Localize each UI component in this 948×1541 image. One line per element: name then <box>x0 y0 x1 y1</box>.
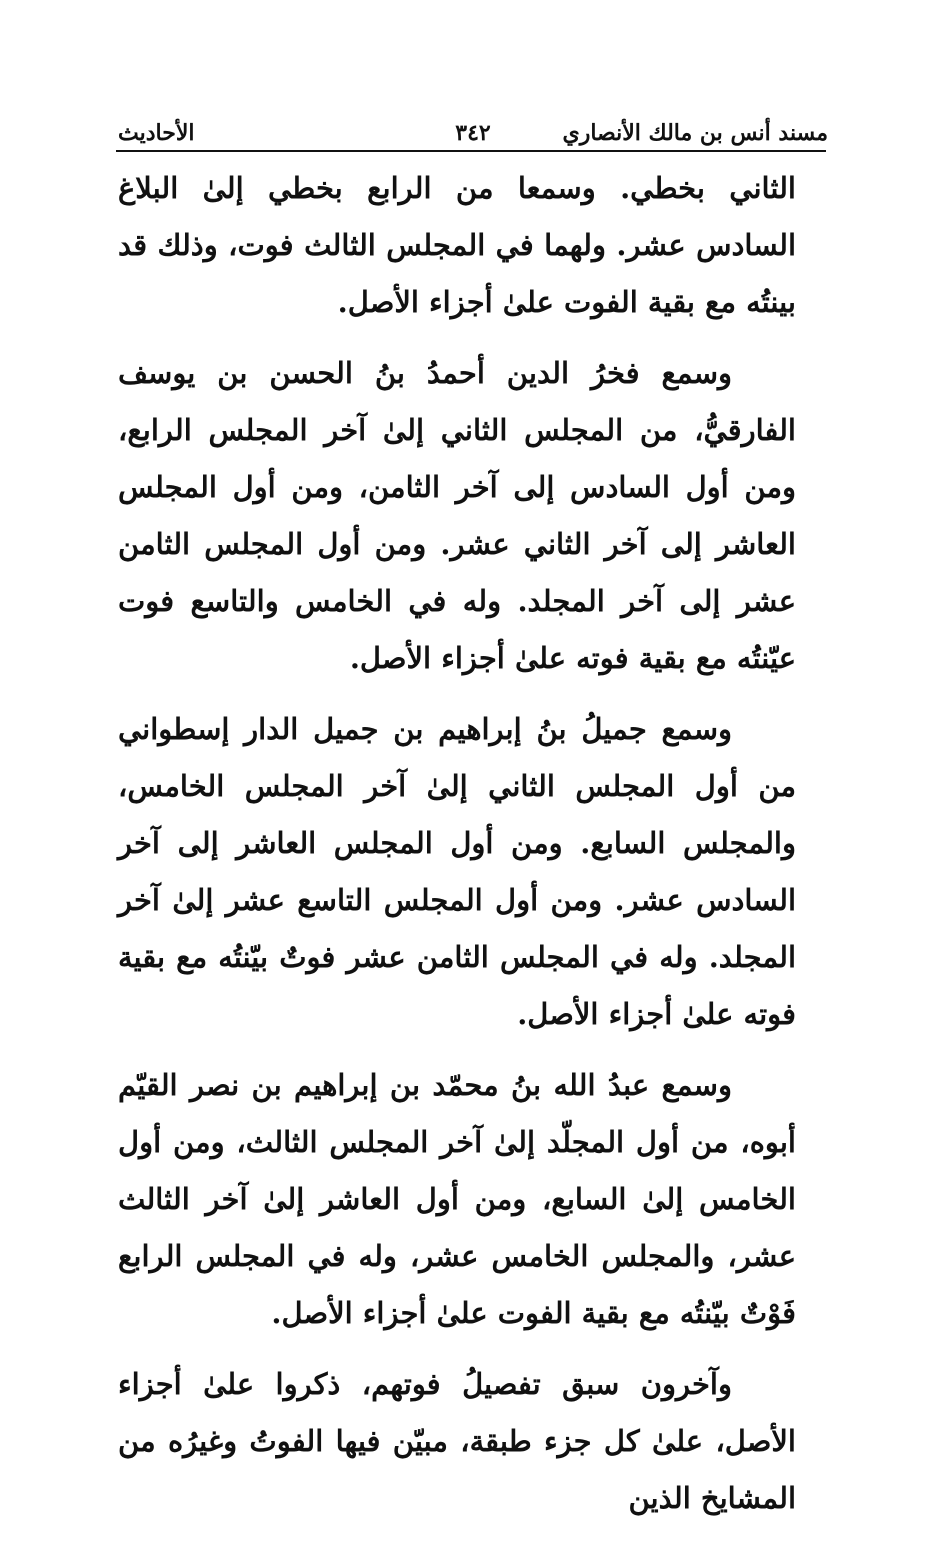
body-text <box>118 160 796 1541</box>
header-divider <box>116 150 826 152</box>
page-number: ٣٤٢ <box>455 120 491 146</box>
paragraph: وآخرون سبق تفصيلُ فوتهم، ذكروا علىٰ أجزاء الأصل، علىٰ كل جزء طبقة، مبيّن فيها الفوتُ وغيرُه من المشايخ الذين <box>118 1367 796 1515</box>
running-header <box>118 112 828 146</box>
paragraph: وسمع جميلُ بنُ إبراهيم بن جميل الدار إسطواني من أول المجلس الثاني إلىٰ آخر المجلس الخامس، والمجلس السابع. ومن أول المجلس العاشر إلى آخر السادس عشر. ومن أول المجلس التاسع عشر إلىٰ آخر المجلد. وله في المجلس الثامن عشر فوتٌ بيّنتُه مع بقية فوته علىٰ أجزاء الأصل. <box>118 712 796 1031</box>
book-title: مسند أنس بن مالك الأنصاري <box>562 120 828 146</box>
paragraph: الثاني بخطي. وسمعا من الرابع بخطي إلىٰ البلاغ السادس عشر. ولهما في المجلس الثالث فوت، وذلك قد بينتُه مع بقية الفوت علىٰ أجزاء الأصل. <box>118 171 796 319</box>
paragraph: وسمع عبدُ الله بنُ محمّد بن إبراهيم بن نصر القيّم أبوه، من أول المجلّد إلىٰ آخر المجلس الثالث، ومن أول الخامس إلىٰ السابع، ومن أول العاشر إلىٰ آخر الثالث عشر، والمجلس الخامس عشر، وله في المجلس الرابع فَوْتٌ بيّنتُه مع بقية الفوت علىٰ أجزاء الأصل. <box>118 1068 796 1330</box>
paragraph: وسمع فخرُ الدين أحمدُ بنُ الحسن بن يوسف الفارقيُّ، من المجلس الثاني إلىٰ آخر المجلس الرابع، ومن أول السادس إلى آخر الثامن، ومن أول المجلس العاشر إلى آخر الثاني عشر. ومن أول المجلس الثامن عشر إلى آخر المجلد. وله في الخامس والتاسع فوت عيّنتُه مع بقية فوته علىٰ أجزاء الأصل. <box>118 356 796 675</box>
section-title: الأحاديث <box>118 120 195 146</box>
